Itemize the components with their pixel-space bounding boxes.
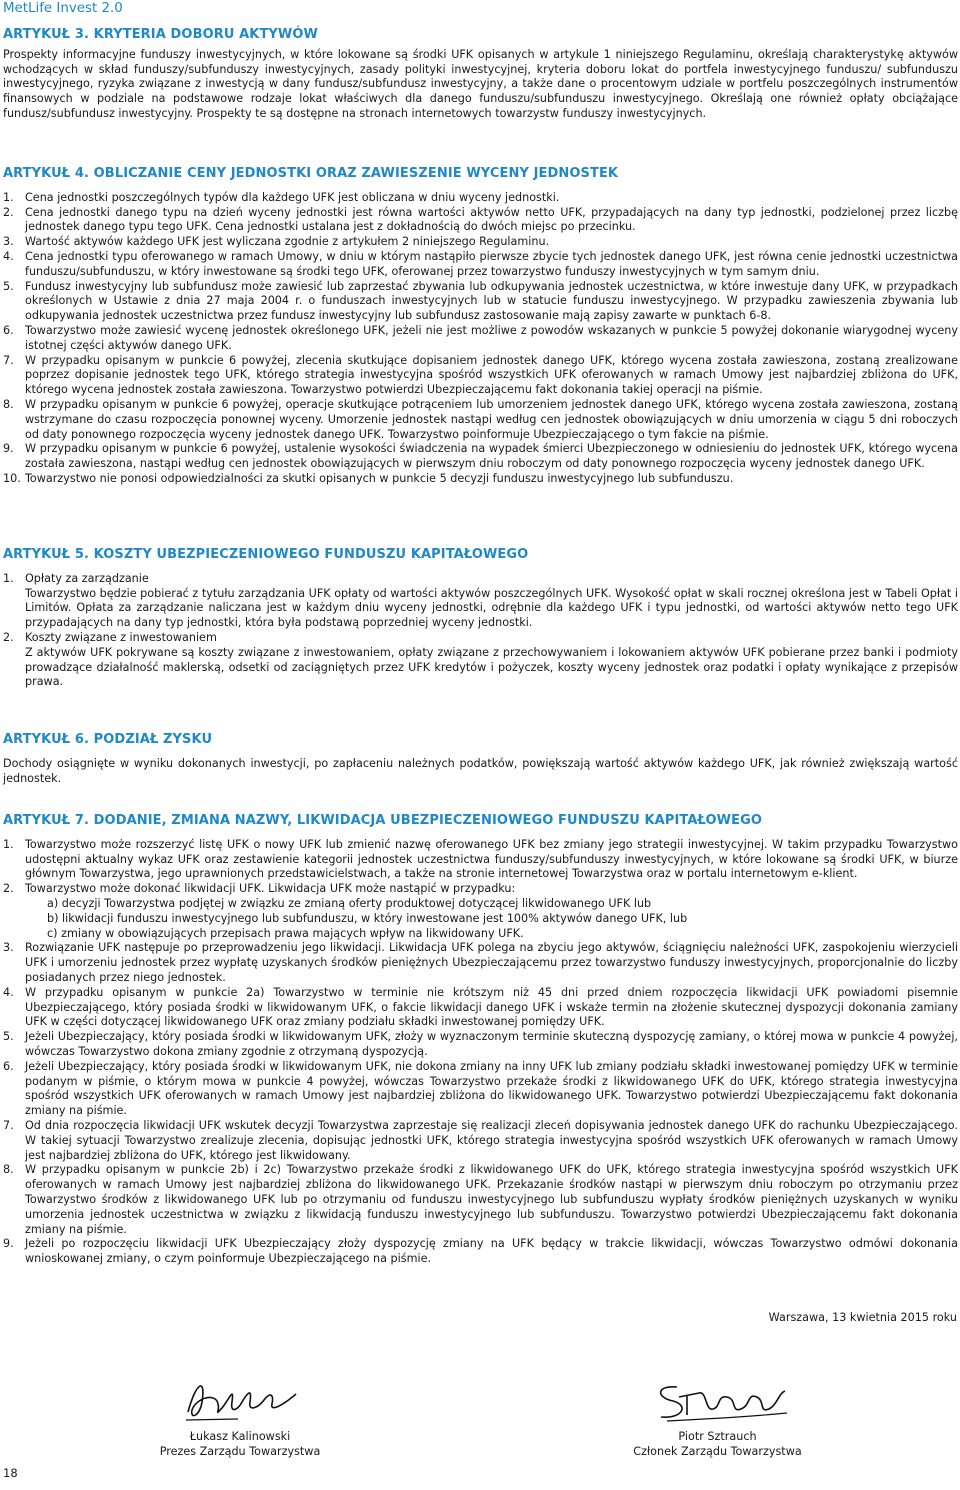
list-item: 1. Opłaty za zarządzanie Towarzystwo będzie pobierać z tytułu zarządzania UFK opłaty od wartości aktywów poszczególnych UFK. Wysokość opłat w skali rocznej określona jest w Tabeli Opłat i Limitów. Opłata za zarządzanie naliczana jest w każdym dniu wyceny jednostki, odrębnie dla każdego UFK i typu jednostki, od wartości aktywów netto tego UFK przypadających na dany typ jednostki, która była podstawą poprzedniej wyceny jednostki. — [3, 571, 958, 630]
list-item: 9. Jeżeli po rozpoczęciu likwidacji UFK Ubezpieczający złoży dyspozycję zmiany na UFK będący w trakcie likwidacji, wówczas Towarzystwo odmówi dokonania wnioskowanej zmiany, o czym poinformuje Ubezpieczającego na piśmie. — [3, 1237, 958, 1266]
signatory-name: Piotr Sztrauch — [678, 1430, 757, 1443]
sub-list-item: a) decyzji Towarzystwa podjętej w związku ze zmianą oferty produktowej dotyczącej likwidowanego UFK lub — [47, 896, 652, 910]
list-item: 5. Fundusz inwestycyjny lub subfundusz może zawiesić lub zaprzestać zbywania lub odkupywania jednostek uczestnictwa, w które inwestuje dany UFK, w przypadkach określonych w Ustawie z dnia 27 maja 2004 r. o funduszach inwestycyjnych lub w statucie funduszu inwestycyjnego. W przypadku zawieszenia zbywania lub odkupywania jednostek uczestnictwa przez fundusz inwestycyjny lub subfundusz zastosowanie mają zapisy zawarte w punktach 6-8. — [3, 279, 958, 323]
list-item: 3. Rozwiązanie UFK następuje po przeprowadzeniu jego likwidacji. Likwidacja UFK polega na zbyciu jego aktywów, ściągnięciu należności UFK, zaspokojeniu wierzycieli UFK i umorzeniu jednostek przez wypłatę uzyskanych środków pieniężnych Ubezpieczającemu przez towarzystwo funduszy inwestycyjnych, proporcjonalnie do liczby posiadanych przez niego jednostek. — [3, 941, 958, 984]
list-item: 8. W przypadku opisanym w punkcie 2b) i 2c) Towarzystwo przekaże środki z likwidowanego UFK do UFK, którego strategia inwestycyjna spośród wszystkich UFK oferowanych w ramach Umowy jest najbardziej zbliżona do likwidowanego UFK. Przekazanie środków nastąpi w pierwszym dniu roboczym po otrzymaniu przez Towarzystwo środków z likwidowanego UFK lub po otrzymaniu od funduszu inwestycyjnego lub subfunduszu wypłaty środków pieniężnych uzyskanych w wyniku umorzenia jednostek uczestnictwa w związku z likwidacją funduszu inwestycyjnego lub subfunduszu. Towarzystwo potwierdzi Ubezpieczającemu fakt dokonania zmiany na piśmie. — [3, 1163, 958, 1236]
article-5 — [3, 548, 958, 690]
article-4 — [3, 167, 958, 487]
list-item: 5. Jeżeli Ubezpieczający, który posiada środki w likwidowanym UFK, złoży w wyznaczonym terminie skuteczną dyspozycję zamiany, o której mowa w punkcie 4 powyżej, wówczas Towarzystwo dokona zmiany zgodnie z otrzymaną dyspozycją. — [3, 1030, 958, 1058]
list-item: 7. W przypadku opisanym w punkcie 6 powyżej, zlecenia skutkujące dopisaniem jednostek danego UFK, którego wycena została zawieszona, zostaną zrealizowane poprzez dopisanie jednostek tego UFK, którego strategia inwestycyjna spośród wszystkich UFK oferowanych w ramach Umowy jest najbardziej zbliżona do UFK, którego wycena jednostek została zawieszona. Towarzystwo potwierdzi Ubezpieczającemu fakt dokonania takiej operacji na piśmie. — [3, 353, 958, 397]
item-title: Opłaty za zarządzanie — [25, 571, 149, 585]
article-4-heading: ARTYKUŁ 4. OBLICZANIE CENY JEDNOSTKI ORAZ ZAWIESZENIE WYCENY JEDNOSTEK — [3, 166, 619, 181]
article-3-paragraph: Prospekty informacyjne funduszy inwestycyjnych, w które lokowane są środki UFK opisanych w artykule 1 niniejszego Regulaminu, określają charakterystykę aktywów wchodzących w skład funduszy/subfunduszy inwestycyjnych, zasady polityki inwestycyjnej, kryteria doboru lokat do portfela inwestycyjnego funduszu/ subfunduszu inwestycyjnego, ryzyka związane z inwestycją w dany fundusz/subfundusz inwestycyjny, a także dane o procentowym udziale w portfelu poszczególnych instrumentów finansowych w podziale na podstawowe rodzaje lokat właściwych dla danego funduszu/subfunduszu inwestycyjnego. Określają one również opłaty obciążające fundusz/subfundusz inwestycyjny. Prospekty te są dostępne na stronach internetowych towarzystw funduszy inwestycyjnych. — [3, 47, 958, 120]
list-item: 4. W przypadku opisanym w punkcie 2a) Towarzystwo w terminie nie krótszym niż 45 dni przed dniem rozpoczęcia likwidacji UFK powiadomi pisemnie Ubezpieczającego, który posiada środki w likwidowanym UFK, o fakcie likwidacji danego UFK i wskaże termin na złożenie skutecznej dyspozycji dokonania zamiany UFK w części dotyczącej likwidowanego UFK oraz zmiany podziału składki inwestowanej pomiędzy UFK. — [3, 985, 958, 1029]
article-7-list — [3, 838, 958, 1267]
article-7 — [3, 814, 958, 1267]
page-number: 18 — [3, 1466, 18, 1480]
article-4-list — [3, 191, 958, 487]
article-3 — [3, 28, 958, 122]
list-item: 2. Towarzystwo może dokonać likwidacji UFK. Likwidacja UFK może nastąpić w przypadku: a) decyzji Towarzystwa podjętej w związku ze zmianą oferty produktowej dotyczącej likwidowanego UFK lub b) likwidacji funduszu inwestycyjnego lub subfunduszu, w który inwestowane jest 100% aktywów danego UFK, lub c) zmiany w obowiązujących przepisach prawa mających wpływ na likwidowany UFK. — [3, 882, 958, 941]
signature-block-1 — [130, 1430, 350, 1460]
article-5-list — [3, 572, 958, 690]
signatory-name: Łukasz Kalinowski — [189, 1430, 291, 1443]
list-item: 8. W przypadku opisanym w punkcie 6 powyżej, operacje skutkujące potrąceniem lub umorzeniem jednostek danego UFK, którego wycena została zawieszona, zostaną wstrzymane do czasu rozpoczęcia ponownej wyceny. Umorzenie jednostek nastąpi według cen jednostek obowiązujących w dniu umorzenia w ciągu 5 dni roboczych od daty ponownego rozpoczęcia wyceny jednostek danego UFK. Towarzystwo poinformuje Ubezpieczającego o tym fakcie na piśmie. — [3, 397, 958, 441]
list-item: 2. Koszty związane z inwestowaniem Z aktywów UFK pokrywane są koszty związane z inwestowaniem, opłaty związane z przechowywaniem i lokowaniem aktywów UFK pobierane przez banki i podmioty prowadzące działalność maklerską, odsetki od zaciągniętych przez UFK kredytów i pożyczek, koszty wyceny jednostek oraz podatki i opłaty wynikające z przepisów prawa. — [3, 630, 958, 689]
list-item: 4. Cena jednostki typu oferowanego w ramach Umowy, w dniu w którym nastąpiło pierwsze zbycie tych jednostek danego UFK, jest równa cenie jednostki uczestnictwa funduszu/subfunduszu, w który inwestowane są środki tego UFK, oferowanej przez towarzystwo funduszy inwestycyjnych w tym samym dniu. — [3, 249, 958, 278]
list-item: 6. Towarzystwo może zawiesić wycenę jednostek określonego UFK, jeżeli nie jest możliwe z powodów wskazanych w punkcie 5 powyżej dokonanie wiarygodnej wyceny istotnej części aktywów danego UFK. — [3, 323, 958, 352]
article-3-heading: ARTYKUŁ 3. KRYTERIA DOBORU AKTYWÓW — [3, 27, 318, 42]
article-6-paragraph: Dochody osiągnięte w wyniku dokonanych inwestycji, po zapłaceniu należnych podatków, powiększają wartość aktywów każdego UFK, jak również zwiększają wartość jednostek. — [3, 756, 958, 785]
list-item: 3. Wartość aktywów każdego UFK jest wyliczana zgodnie z artykułem 2 niniejszego Regulaminu. — [3, 235, 550, 249]
article-7-heading: ARTYKUŁ 7. DODANIE, ZMIANA NAZWY, LIKWIDACJA UBEZPIECZENIOWEGO FUNDUSZU KAPITAŁOWEGO — [3, 813, 762, 828]
article-7-sublist — [25, 897, 958, 941]
running-header: MetLife Invest 2.0 — [3, 1, 123, 16]
article-5-heading: ARTYKUŁ 5. KOSZTY UBEZPIECZENIOWEGO FUNDUSZU KAPITAŁOWEGO — [3, 547, 529, 562]
list-item: 10. Towarzystwo nie ponosi odpowiedzialności za skutki opisanych w punkcie 5 decyzji funduszu inwestycyjnego lub subfunduszu. — [3, 471, 734, 485]
list-item: 9. W przypadku opisanym w punkcie 6 powyżej, ustalenie wysokości świadczenia na wypadek śmierci Ubezpieczonego w odniesieniu do jednostek UFK, którego wycena została zawieszona, nastąpi według cen jednostek obowiązujących w pierwszym dniu roboczym od daty ponownego rozpoczęcia wyceny jednostek danego UFK. — [3, 442, 958, 471]
list-item: 1. Cena jednostki poszczególnych typów dla każdego UFK jest obliczana w dniu wyceny jednostki. — [3, 190, 560, 204]
signatory-role: Członek Zarządu Towarzystwa — [633, 1444, 802, 1458]
place-and-date: Warszawa, 13 kwietnia 2015 roku — [768, 1311, 957, 1324]
sub-list-item: b) likwidacji funduszu inwestycyjnego lub subfunduszu, w który inwestowane jest 100% aktywów danego UFK, lub — [47, 911, 688, 925]
item-title: Koszty związane z inwestowaniem — [25, 630, 217, 644]
sub-list-item: c) zmiany w obowiązujących przepisach prawa mających wpływ na likwidowany UFK. — [47, 926, 524, 940]
article-6-heading: ARTYKUŁ 6. PODZIAŁ ZYSKU — [3, 732, 213, 747]
signature-kalinowski-icon — [178, 1372, 308, 1427]
article-6 — [3, 733, 958, 786]
list-item: 2. Cena jednostki danego typu na dzień wyceny jednostki jest równa wartości aktywów netto UFK, przypadających na dany typ jednostki, podzielonej przez liczbę jednostek danego typu tego UFK. Cena jednostki ustalana jest z dokładnością do dwóch miejsc po przecinku. — [3, 205, 958, 234]
signature-block-2 — [600, 1430, 835, 1460]
list-item: 7. Od dnia rozpoczęcia likwidacji UFK wskutek decyzji Towarzystwa zaprzestaje się realizacji zleceń dopisywania jednostek danego UFK do rachunku Ubezpieczającego. W takiej sytuacji Towarzystwo zrealizuje zlecenia, dopisując jednostki UFK, którego strategia inwestycyjna spośród wszystkich UFK oferowanych w ramach Umowy jest najbardziej zbliżona do UFK, którego jest likwidowany. — [3, 1118, 958, 1162]
list-item: 6. Jeżeli Ubezpieczający, który posiada środki w likwidowanym UFK, nie dokona zmiany na inny UFK lub zmiany podziału składki inwestowanej pomiędzy UFK w terminie podanym w piśmie, o którym mowa w punkcie 4 powyżej, wówczas Towarzystwo przekaże środki z likwidowanego UFK do UFK, którego strategia inwestycyjna spośród wszystkich UFK oferowanych w ramach Umowy jest najbardziej zbliżona do likwidowanego UFK. Towarzystwo potwierdzi Ubezpieczającemu fakt dokonania zmiany na piśmie. — [3, 1059, 958, 1118]
list-item: 1. Towarzystwo może rozszerzyć listę UFK o nowy UFK lub zmienić nazwę oferowanego UFK bez zmiany jego strategii inwestycyjnej. W takim przypadku Towarzystwo udostępni aktualny wykaz UFK oraz zestawienie kategorii jednostek uczestnictwa funduszy/subfunduszy inwestycyjnych, w które lokowane są środki UFK, w biurze głównym Towarzystwa, jego uprawnionych przedstawicielstwach, a także na stronie internetowej Towarzystwa oraz w portalu internetowym e-klient. — [3, 837, 958, 881]
signatory-role: Prezes Zarządu Towarzystwa — [159, 1444, 321, 1458]
signature-sztrauch-icon — [647, 1375, 797, 1430]
